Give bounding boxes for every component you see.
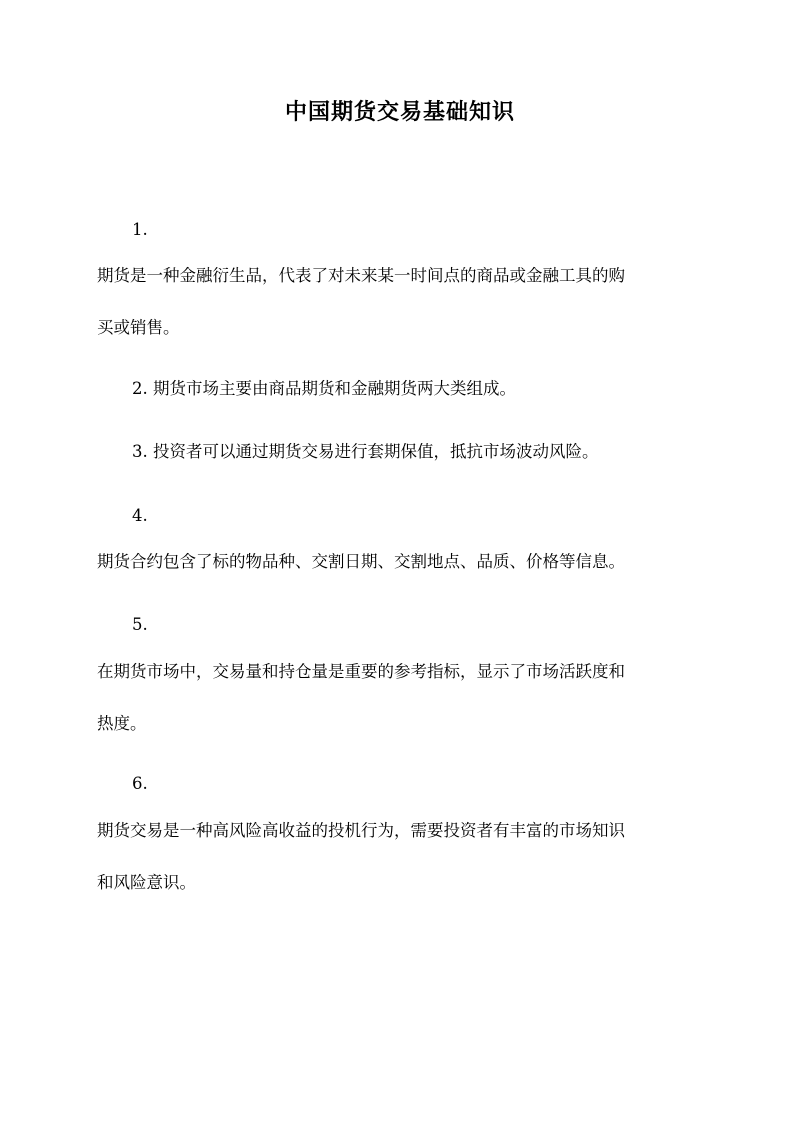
item-1-line-1: 期货是一种金融衍生品，代表了对未来某一时间点的商品或金融工具的购 [97,266,625,285]
item-5-number: 5. [132,615,148,634]
item-6-line-1: 期货交易是一种高风险高收益的投机行为，需要投资者有丰富的市场知识 [97,821,625,840]
item-4-line-1: 期货合约包含了标的物品种、交割日期、交割地点、品质、价格等信息。 [97,552,625,571]
item-5-line-2: 热度。 [97,714,147,733]
item-4-number: 4. [132,506,148,525]
item-2-text: 2. 期货市场主要由商品期货和金融期货两大类组成。 [132,379,516,398]
item-5-line-1: 在期货市场中，交易量和持仓量是重要的参考指标，显示了市场活跃度和 [97,662,625,681]
item-1-line-2: 买或销售。 [97,318,180,337]
item-6-number: 6. [132,774,148,793]
document-title: 中国期货交易基础知识 [284,99,515,125]
item-1-number: 1. [132,220,148,239]
item-3-text: 3. 投资者可以通过期货交易进行套期保值，抵抗市场波动风险。 [132,442,599,461]
item-6-line-2: 和风险意识。 [97,873,196,892]
